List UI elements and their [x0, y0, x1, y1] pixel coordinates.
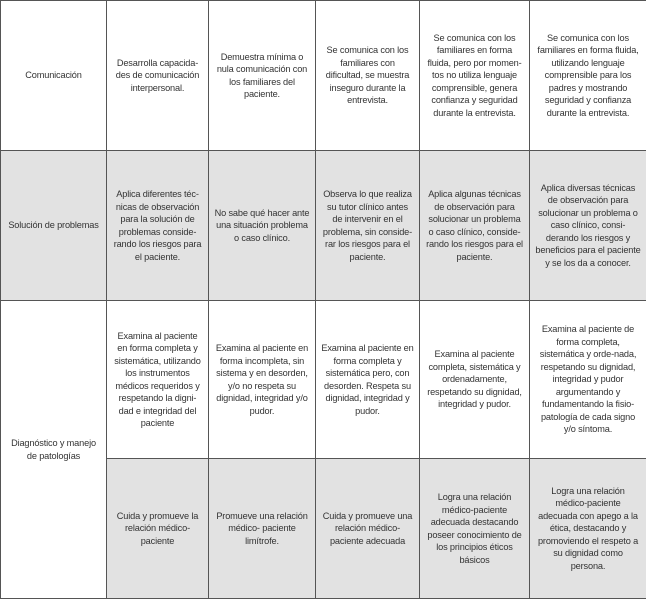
rubric-cell: Examina al paciente completa, sistemática y ordenadamente, respetando su dignidad, integridad y pudor. — [420, 301, 530, 459]
rubric-row-diagnosis — [1, 301, 646, 459]
rubric-cell: Examina al paciente en forma incompleta, sin sistema y en desorden, y/o no respeta su dignidad, integridad y/o pudor. — [209, 301, 316, 459]
rubric-cell: Cuida y promueve la relación médico-paciente — [107, 459, 209, 599]
rubric-cell: Examina al paciente en forma completa y sistemática pero, con desorden. Respeta su dignidad, integridad y pudor. — [316, 301, 420, 459]
rubric-cell: Aplica algunas técnicas de observación para solucionar un problema o caso clínico, conside-rando los riesgos para el paciente. — [420, 151, 530, 301]
criterion-label: Solución de problemas — [1, 151, 107, 301]
rubric-cell: Se comunica con los familiares en forma fluida, utilizando lenguaje comprensible para los padres y mostrando seguridad y confianza durante la entrevista. — [530, 1, 646, 151]
rubric-row-communication — [1, 1, 646, 151]
criterion-label: Diagnóstico y manejo de patologías — [1, 301, 107, 599]
rubric-cell: No sabe qué hacer ante una situación problema o caso clínico. — [209, 151, 316, 301]
rubric-cell: Aplica diversas técnicas de observación para solucionar un problema o caso clínico, consi-derando los riesgos y beneficios para el paciente y se los da a conocer. — [530, 151, 646, 301]
rubric-cell: Demuestra mínima o nula comunicación con los familiares del paciente. — [209, 1, 316, 151]
rubric-cell: Examina al paciente de forma completa, sistemática y orde-nada, respetando su dignidad, integridad y pudor argumentando y fundamentando la fisio-patología de cada signo y/o síntoma. — [530, 301, 646, 459]
rubric-cell: Promueve una relación médico- paciente limítrofe. — [209, 459, 316, 599]
rubric-cell: Observa lo que realiza su tutor clínico antes de intervenir en el problema, sin conside-rar los riesgos para el paciente. — [316, 151, 420, 301]
criterion-label: Comunicación — [1, 1, 107, 151]
rubric-cell: Desarrolla capacida-des de comunicación interpersonal. — [107, 1, 209, 151]
rubric-cell: Se comunica con los familiares con dificultad, se muestra inseguro durante la entrevista. — [316, 1, 420, 151]
rubric-cell: Logra una relación médico-paciente adecuada con apego a la ética, destacando y promoviendo el respeto a su dignidad como persona. — [530, 459, 646, 599]
rubric-row-problem-solving — [1, 151, 646, 301]
rubric-cell: Se comunica con los familiares en forma fluida, pero por momen-tos no utiliza lenguaje comprensible, genera confianza y seguridad durante la entrevista. — [420, 1, 530, 151]
rubric-cell: Cuida y promueve una relación médico-paciente adecuada — [316, 459, 420, 599]
rubric-cell: Aplica diferentes téc-nicas de observación para la solución de problemas conside-rando los riesgos para el paciente. — [107, 151, 209, 301]
rubric-cell: Logra una relación médico-paciente adecuada destacando poseer conocimiento de los principios éticos básicos — [420, 459, 530, 599]
rubric-cell: Examina al paciente en forma completa y sistemática, utilizando los instrumentos médicos requeridos y respetando la digni-dad e integridad del paciente — [107, 301, 209, 459]
